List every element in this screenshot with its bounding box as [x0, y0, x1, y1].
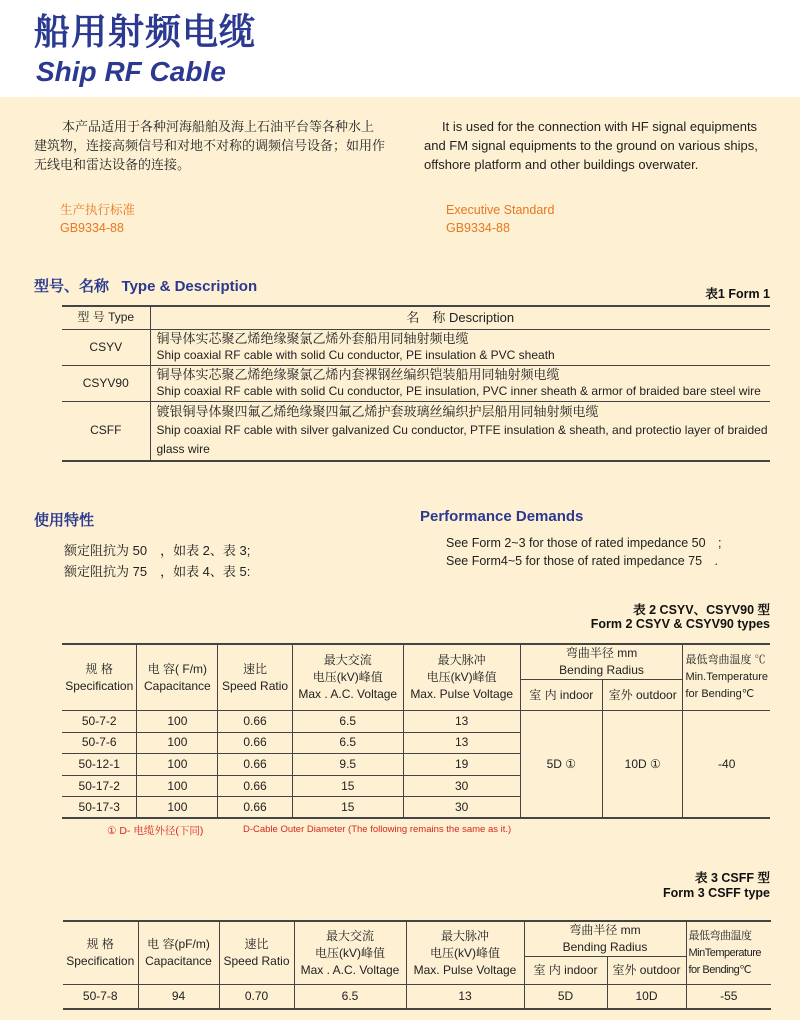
standard-label-cn: 生产执行标准	[60, 203, 136, 217]
perf-en-2: See Form4~5 for those of rated impedance 75 .	[446, 554, 719, 568]
form2-table	[62, 643, 770, 819]
table-row	[62, 711, 770, 733]
type-cell: CSYV	[62, 329, 150, 365]
standard-label-en: Executive Standard	[446, 203, 555, 217]
perf-en-1: See Form 2~3 for those of rated impedance 50 ;	[446, 536, 722, 550]
cell-min-temp: -40	[683, 711, 770, 819]
col-min-temp: 最低弯曲温度 ℃ Min.Temperature for Bending℃	[683, 644, 770, 711]
cell-speed-ratio: 0.70	[219, 985, 294, 1009]
table-row	[63, 985, 771, 1009]
cell-ac-voltage: 6.5	[292, 711, 403, 733]
col-indoor: 室 内 indoor	[524, 957, 607, 985]
form1-label: 表1 Form 1	[705, 287, 770, 301]
intro-cn: 本产品适用于各种河海船舶及海上石油平台等各种水上建筑物，连接高频信号和对地不对称的调频信号设备；如用作无线电和雷达设备的连接。	[34, 119, 386, 172]
cell-pulse-voltage: 13	[406, 985, 524, 1009]
desc-cell: 镀银铜导体聚四氟乙烯绝缘聚四氟乙烯护套玻璃丝编织护层船用同轴射频电缆 Ship coaxial RF cable with silver galvanized Cu conductor, PTFE insulation & sheath, and protectio layer of braided glass wire	[150, 401, 770, 461]
standard-value-en: GB9334-88	[446, 221, 510, 235]
cell-spec: 50-12-1	[62, 754, 137, 776]
cell-spec: 50-7-6	[62, 732, 137, 754]
cell-capacitance: 100	[137, 775, 218, 797]
cell-capacitance: 100	[137, 797, 218, 819]
form3-title-cn: 表 3 CSFF 型	[694, 871, 770, 885]
col-outdoor: 室外 outdoor	[607, 957, 686, 985]
desc-cell: 铜导体实芯聚乙烯绝缘聚氯乙烯外套船用同轴射频电缆 Ship coaxial RF cable with solid Cu conductor, PE insulation & PVC sheath	[150, 329, 770, 365]
cell-pulse-voltage: 13	[403, 732, 520, 754]
cell-capacitance: 100	[137, 732, 218, 754]
cell-capacitance: 100	[137, 711, 218, 733]
col-bending-radius: 弯曲半径 mm Bending Radius	[524, 921, 686, 957]
cell-pulse-voltage: 13	[403, 711, 520, 733]
form2-title-en: Form 2 CSYV & CSYV90 types	[590, 617, 770, 631]
title-cn: 船用射频电缆	[34, 11, 257, 52]
col-type: 型 号 Type	[62, 306, 150, 329]
col-ac-voltage: 最大交流 电压(kV)峰值 Max . A.C. Voltage	[294, 921, 406, 985]
cell-ac-voltage: 15	[292, 775, 403, 797]
col-speed-ratio: 速比 Speed Ratio	[219, 921, 294, 985]
cell-outdoor: 10D ①	[602, 711, 683, 819]
col-capacitance: 电 容(pF/m) Capacitance	[138, 921, 219, 985]
col-bending-radius: 弯曲半径 mm Bending Radius	[520, 644, 683, 680]
form3-title-en: Form 3 CSFF type	[663, 886, 770, 900]
cell-spec: 50-17-2	[62, 775, 137, 797]
standard-value-cn: GB9334-88	[60, 221, 124, 235]
cell-speed-ratio: 0.66	[218, 711, 292, 733]
cell-spec: 50-7-8	[63, 985, 138, 1009]
type-table	[62, 305, 770, 462]
cell-ac-voltage: 6.5	[294, 985, 406, 1009]
form2-title-cn: 表 2 CSYV、CSYV90 型	[633, 603, 770, 617]
note-cn: ① D- 电缆外径(下同)	[107, 825, 204, 837]
col-pulse-voltage: 最大脉冲 电压(kV)峰值 Max. Pulse Voltage	[406, 921, 524, 985]
cell-spec: 50-7-2	[62, 711, 137, 733]
col-spec: 规 格 Specification	[63, 921, 138, 985]
cell-pulse-voltage: 30	[403, 797, 520, 819]
perf-cn-2: 额定阻抗为 75 ，如表 4、表 5:	[64, 564, 251, 579]
form3-table	[63, 920, 771, 1010]
perf-heading-cn: 使用特性	[34, 512, 95, 529]
type-cell: CSFF	[62, 401, 150, 461]
col-indoor: 室 内 indoor	[520, 680, 602, 711]
perf-heading-en: Performance Demands	[420, 508, 584, 525]
intro-en: It is used for the connection with HF signal equipments and FM signal equipments to the ground on various ships, offshore platform and other buildings overwater.	[424, 119, 758, 172]
type-cell: CSYV90	[62, 365, 150, 401]
col-ac-voltage: 最大交流 电压(kV)峰值 Max . A.C. Voltage	[292, 644, 403, 711]
col-description: 名 称 Description	[150, 306, 770, 329]
cell-outdoor: 10D	[607, 985, 686, 1009]
note-en: D-Cable Outer Diameter (The following remains the same as it.)	[243, 824, 512, 835]
cell-pulse-voltage: 19	[403, 754, 520, 776]
col-min-temp: 最低弯曲温度 MinTemperature for Bending℃	[686, 921, 771, 985]
col-speed-ratio: 速比 Speed Ratio	[218, 644, 292, 711]
perf-cn-1: 额定阻抗为 50 ，如表 2、表 3;	[64, 543, 251, 558]
type-heading-en: Type & Description	[121, 278, 258, 295]
col-pulse-voltage: 最大脉冲 电压(kV)峰值 Max. Pulse Voltage	[403, 644, 520, 711]
desc-cell: 铜导体实芯聚乙烯绝缘聚氯乙烯内套裸钢丝编织铠装船用同轴射频电缆 Ship coaxial RF cable with solid Cu conductor, PE insulation, PVC inner sheath & armor of braided bare steel wire	[150, 365, 770, 401]
cell-speed-ratio: 0.66	[218, 797, 292, 819]
table-row	[62, 329, 770, 365]
cell-speed-ratio: 0.66	[218, 754, 292, 776]
table-row	[62, 365, 770, 401]
col-spec: 规 格 Specification	[62, 644, 137, 711]
cell-speed-ratio: 0.66	[218, 732, 292, 754]
cell-ac-voltage: 15	[292, 797, 403, 819]
cell-ac-voltage: 6.5	[292, 732, 403, 754]
cell-capacitance: 100	[137, 754, 218, 776]
cell-ac-voltage: 9.5	[292, 754, 403, 776]
cell-min-temp: -55	[686, 985, 771, 1009]
cell-spec: 50-17-3	[62, 797, 137, 819]
cell-indoor: 5D ①	[520, 711, 602, 819]
title-en: Ship RF Cable	[36, 56, 226, 87]
table-row	[62, 401, 770, 461]
cell-pulse-voltage: 30	[403, 775, 520, 797]
cell-indoor: 5D	[524, 985, 607, 1009]
cell-speed-ratio: 0.66	[218, 775, 292, 797]
type-heading-cn: 型号、名称	[34, 278, 110, 295]
col-capacitance: 电 容( F/m) Capacitance	[137, 644, 218, 711]
col-outdoor: 室外 outdoor	[602, 680, 683, 711]
type-heading	[34, 275, 257, 296]
cell-capacitance: 94	[138, 985, 219, 1009]
